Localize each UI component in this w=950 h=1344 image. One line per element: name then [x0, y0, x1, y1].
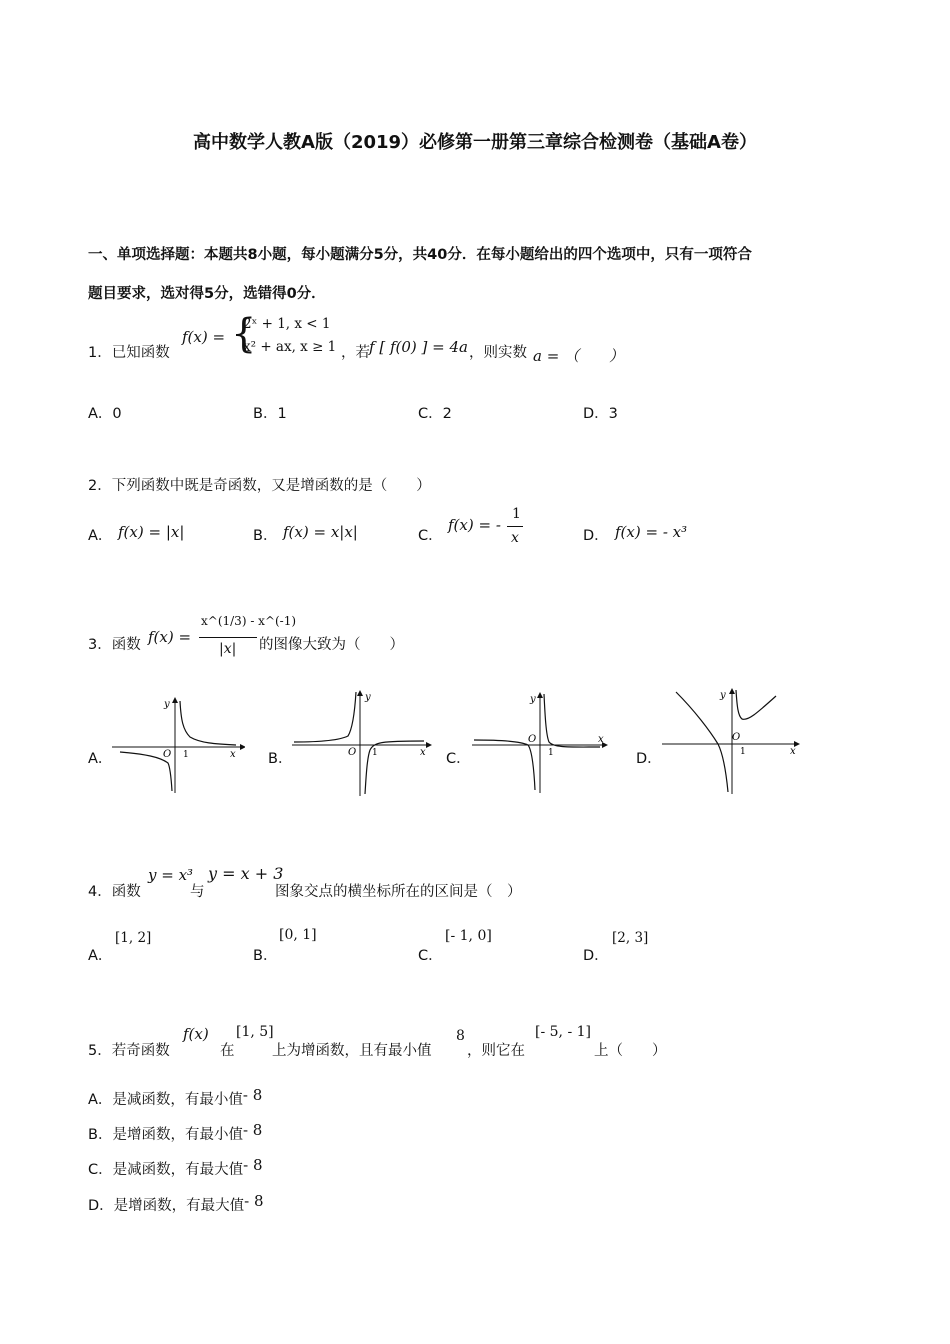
curve-left	[676, 692, 728, 792]
q3-graph-b[interactable]	[290, 688, 432, 798]
q3-option-c-label[interactable]: C．	[446, 751, 471, 767]
q2-text: 2．下列函数中既是奇函数，又是增函数的是（ ）	[88, 478, 431, 494]
q5-prefix: 5．若奇函数	[88, 1043, 170, 1059]
q5-range-1: [1, 5]	[236, 1024, 274, 1040]
y-arrow	[537, 692, 543, 698]
q4-option-b-label[interactable]: B．	[253, 948, 278, 964]
q1-fx: f(x) =	[182, 328, 226, 346]
origin-label: O	[163, 749, 172, 760]
page-title: 高中数学人教A版（2019）必修第一册第三章综合检测卷（基础A卷）	[193, 132, 757, 153]
q3-option-b-label[interactable]: B．	[268, 751, 293, 767]
curve-right	[180, 701, 236, 745]
q1-option-d[interactable]: D．3	[583, 406, 618, 422]
q1-option-b[interactable]: B．1	[253, 406, 287, 422]
q5-option-b-text: B．是增函数，有最小值	[88, 1127, 243, 1143]
y-label: y	[530, 694, 536, 705]
q2-option-b-label[interactable]: B．	[253, 528, 278, 544]
q5-in: 在	[220, 1043, 235, 1059]
q1-suffix: ，则实数	[469, 345, 527, 361]
q4-mid: 与	[190, 884, 205, 900]
q2-option-a-label[interactable]: A．	[88, 528, 113, 544]
q1-tail: a = （ ）	[533, 347, 625, 365]
q4-function-1: y = x³	[148, 866, 194, 884]
q3-denominator: |x|	[219, 641, 237, 657]
y-arrow	[729, 688, 735, 694]
q3-graph-d[interactable]	[660, 686, 802, 796]
q3-prefix: 3．函数	[88, 637, 141, 653]
q1-mid: ，若	[341, 345, 370, 361]
x-label: x	[598, 734, 604, 745]
q5-option-b[interactable]	[88, 1123, 262, 1144]
q4-option-d-label[interactable]: D．	[583, 948, 609, 964]
q1-prefix: 1．已知函数	[88, 345, 170, 361]
q2-option-c-denominator: x	[511, 530, 519, 546]
q3-graph-a[interactable]	[110, 695, 245, 795]
q1-brace: {	[231, 311, 257, 357]
q3-option-d-label[interactable]: D．	[636, 751, 662, 767]
q5-option-c-text: C．是减函数，有最大值	[88, 1162, 244, 1178]
q4-option-c-label[interactable]: C．	[418, 948, 443, 964]
q2-option-c-expr[interactable]: f(x) = -	[448, 516, 501, 534]
q2-option-c-numerator: 1	[512, 506, 521, 522]
q2-option-b-expr[interactable]: f(x) = x|x|	[283, 523, 358, 541]
q3-suffix: 的图像大致为（ ）	[259, 637, 404, 653]
origin-label: O	[528, 734, 537, 745]
one-label: 1	[372, 748, 378, 758]
q4-prefix: 4．函数	[88, 884, 141, 900]
q5-min: 8	[456, 1028, 465, 1044]
y-label: y	[720, 690, 726, 701]
x-label: x	[420, 747, 426, 758]
curve-left	[474, 740, 535, 790]
q3-graph-c[interactable]	[470, 690, 610, 795]
x-arrow	[426, 742, 432, 748]
q2-option-a-expr[interactable]: f(x) = |x|	[118, 523, 185, 541]
x-label: x	[790, 746, 796, 757]
q3-fx: f(x) =	[148, 628, 192, 646]
q5-range-2: [- 5, - 1]	[535, 1024, 591, 1040]
q5-option-a[interactable]	[88, 1088, 262, 1109]
q5-mid2: ，则它在	[467, 1043, 525, 1059]
y-label: y	[365, 692, 371, 703]
q4-option-a-interval[interactable]: [1, 2]	[115, 930, 152, 946]
q4-option-d-interval[interactable]: [2, 3]	[612, 930, 649, 946]
q2-option-d-expr[interactable]: f(x) = - x³	[615, 523, 688, 541]
x-arrow	[240, 744, 245, 750]
q5-option-a-text: A．是减函数，有最小值	[88, 1092, 243, 1108]
q3-numerator: x^(1/3) - x^(-1)	[201, 614, 297, 628]
y-label: y	[164, 699, 170, 710]
curve-right	[736, 690, 776, 719]
q1-case2: x² + ax, x ≥ 1	[243, 339, 337, 355]
q4-option-b-interval[interactable]: [0, 1]	[279, 927, 317, 943]
origin-label: O	[732, 732, 741, 743]
q5-suffix: 上（ ）	[594, 1043, 667, 1059]
q2-option-c-label[interactable]: C．	[418, 528, 443, 544]
q1-option-a[interactable]: A．0	[88, 406, 122, 422]
q5-fx: f(x)	[183, 1025, 209, 1043]
q3-fraction-bar	[199, 637, 257, 638]
section-instructions-line1: 一、单项选择题：本题共8小题，每小题满分5分，共40分．在每小题给出的四个选项中，只有一项符合	[88, 247, 752, 263]
one-label: 1	[740, 747, 746, 757]
curve-left	[294, 692, 356, 742]
q1-condition: f [ f(0) ] = 4a	[369, 338, 468, 356]
one-label: 1	[183, 750, 189, 760]
q3-option-a-label[interactable]: A．	[88, 751, 113, 767]
q4-option-a-label[interactable]: A．	[88, 948, 113, 964]
y-arrow	[357, 690, 363, 696]
y-arrow	[172, 697, 178, 703]
q2-option-d-label[interactable]: D．	[583, 528, 609, 544]
x-label: x	[230, 749, 236, 760]
q5-option-d-value: - 8	[244, 1192, 264, 1210]
q5-option-d-text: D．是增函数，有最大值	[88, 1198, 245, 1214]
q1-case1: 2ˣ + 1, x < 1	[243, 316, 331, 332]
q4-suffix: 图象交点的横坐标所在的区间是（ ）	[275, 884, 522, 900]
origin-label: O	[348, 747, 357, 758]
one-label: 1	[548, 748, 554, 758]
q5-option-b-value: - 8	[242, 1121, 263, 1139]
curve-right	[544, 694, 600, 747]
q4-function-2: y = x + 3	[208, 864, 284, 883]
q1-option-c[interactable]: C．2	[418, 406, 452, 422]
q5-mid: 上为增函数，且有最小值	[272, 1043, 432, 1059]
q2-option-c-fraction-bar	[507, 526, 523, 527]
section-instructions-line2: 题目要求，选对得5分，选错得0分．	[88, 286, 326, 302]
q5-option-d[interactable]	[88, 1194, 264, 1215]
q5-option-a-value: - 8	[242, 1086, 263, 1104]
q5-option-c-value: - 8	[243, 1156, 263, 1174]
q5-option-c[interactable]	[88, 1158, 263, 1179]
q4-option-c-interval[interactable]: [- 1, 0]	[445, 928, 492, 944]
